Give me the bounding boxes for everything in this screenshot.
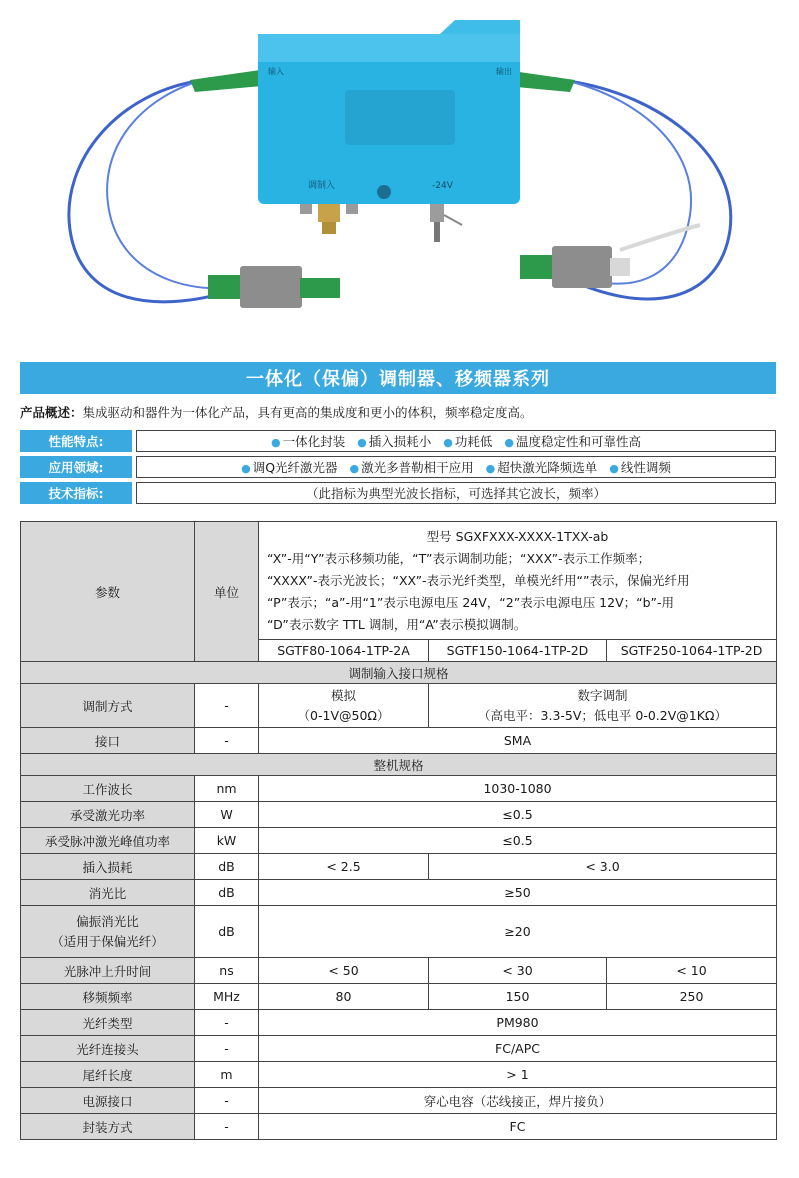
header-param: 参数: [21, 522, 195, 662]
application-item: ● 调Q光纤激光器: [241, 460, 338, 475]
param-value: ≥20: [259, 906, 777, 958]
param-unit: -: [195, 1114, 259, 1140]
tech-label: 技术指标:: [20, 482, 132, 504]
bullet-icon: ●: [609, 462, 619, 475]
tech-row: [20, 482, 776, 504]
param-name: 调制方式: [21, 684, 195, 728]
photo-label-out: 输出: [496, 67, 512, 76]
param-unit: nm: [195, 776, 259, 802]
bullet-icon: ●: [443, 436, 453, 449]
product-photo: [0, 0, 799, 355]
photo-label-mod: 调制入: [308, 181, 336, 191]
application-item: ● 超快激光降频选单: [485, 460, 598, 475]
param-unit: -: [195, 1010, 259, 1036]
param-value: < 30: [429, 958, 607, 984]
param-value: 80: [259, 984, 429, 1010]
model-desc-line: “XXXX”-表示光波长；“XX”-表示光纤类型，单模光纤用“”表示，保偏光纤用: [267, 572, 690, 588]
bullet-icon: ●: [357, 436, 367, 449]
applications-label: 应用领域:: [20, 456, 132, 478]
param-name: 插入损耗: [21, 854, 195, 880]
param-value: PM980: [259, 1010, 777, 1036]
param-value: FC/APC: [259, 1036, 777, 1062]
param-value: ≥50: [259, 880, 777, 906]
mod-analog: 模拟 （0-1V@50Ω）: [259, 684, 429, 728]
model-desc-line: “X”-用“Y”表示移频功能，“T”表示调制功能；“XXX”-表示工作频率；: [267, 550, 651, 566]
param-value: ≤0.5: [259, 828, 777, 854]
spec-table: [20, 521, 777, 1140]
param-name: 偏振消光比 （适用于保偏光纤）: [21, 906, 195, 958]
param-name: 光纤类型: [21, 1010, 195, 1036]
model-name: SGTF80-1064-1TP-2A: [259, 640, 429, 662]
model-name: SGTF150-1064-1TP-2D: [429, 640, 607, 662]
param-unit: m: [195, 1062, 259, 1088]
param-value: < 10: [607, 958, 777, 984]
param-name: 封装方式: [21, 1114, 195, 1140]
series-title: 一体化（保偏）调制器、移频器系列: [246, 369, 550, 390]
overview-label: 产品概述：: [20, 405, 83, 420]
param-unit: kW: [195, 828, 259, 854]
param-value: < 2.5: [259, 854, 429, 880]
param-name: 消光比: [21, 880, 195, 906]
param-value: SMA: [259, 728, 777, 754]
product-overview: [20, 404, 780, 422]
bullet-icon: ●: [271, 436, 281, 449]
bullet-icon: ●: [504, 436, 514, 449]
bullet-icon: ●: [241, 462, 251, 475]
param-value: < 50: [259, 958, 429, 984]
features-row: [20, 430, 776, 452]
section-modulation-input: 调制输入接口规格: [21, 662, 777, 684]
param-unit: W: [195, 802, 259, 828]
param-unit: -: [195, 728, 259, 754]
bullet-icon: ●: [349, 462, 360, 475]
param-value: ≤0.5: [259, 802, 777, 828]
photo-label-in: 输入: [268, 67, 284, 76]
model-title: 型号 SGXFXXX-XXXX-1TXX-ab: [426, 528, 609, 544]
overview-text: 集成驱动和器件为一体化产品，具有更高的集成度和更小的体积，频率稳定度高。: [82, 405, 533, 420]
features-label: 性能特点:: [20, 430, 132, 452]
model-description: [259, 522, 777, 640]
photo-label-power: -24V: [432, 181, 453, 191]
param-name: 承受脉冲激光峰值功率: [21, 828, 195, 854]
features-values: [136, 430, 776, 452]
param-name: 移频频率: [21, 984, 195, 1010]
header-unit: 单位: [195, 522, 259, 662]
model-desc-line: “D”表示数字 TTL 调制，用“A”表示模拟调制。: [267, 616, 527, 632]
mod-digital: 数字调制 （高电平：3.3-5V；低电平 0-0.2V@1KΩ）: [429, 684, 777, 728]
param-name: 工作波长: [21, 776, 195, 802]
param-value: > 1: [259, 1062, 777, 1088]
model-desc-line: “P”表示；“a”-用“1”表示电源电压 24V，“2”表示电源电压 12V；“b”-用: [267, 594, 675, 610]
application-item: ● 激光多普勒相干应用: [349, 460, 474, 475]
feature-item: ● 插入损耗小: [357, 434, 432, 449]
param-value: 250: [607, 984, 777, 1010]
feature-item: ● 功耗低: [443, 434, 493, 449]
param-name: 承受激光功率: [21, 802, 195, 828]
param-unit: dB: [195, 880, 259, 906]
param-name: 光纤连接头: [21, 1036, 195, 1062]
feature-item: ● 一体化封装: [271, 434, 346, 449]
param-name: 光脉冲上升时间: [21, 958, 195, 984]
applications-row: [20, 456, 776, 478]
param-name: 电源接口: [21, 1088, 195, 1114]
bullet-icon: ●: [485, 462, 496, 475]
param-name: 接口: [21, 728, 195, 754]
tech-note: （此指标为典型光波长指标，可选择其它波长，频率）: [136, 482, 776, 504]
param-value: < 3.0: [429, 854, 777, 880]
param-unit: -: [195, 1036, 259, 1062]
param-unit: -: [195, 1088, 259, 1114]
param-unit: dB: [195, 906, 259, 958]
param-value: 穿心电容（芯线接正，焊片接负）: [259, 1088, 777, 1114]
series-title-banner: [20, 362, 776, 394]
param-value: 150: [429, 984, 607, 1010]
param-unit: MHz: [195, 984, 259, 1010]
application-item: ● 线性调频: [609, 460, 671, 475]
applications-values: [136, 456, 776, 478]
param-value: FC: [259, 1114, 777, 1140]
param-unit: ns: [195, 958, 259, 984]
section-machine-spec: 整机规格: [21, 754, 777, 776]
param-name: 尾纤长度: [21, 1062, 195, 1088]
param-value: 1030-1080: [259, 776, 777, 802]
model-name: SGTF250-1064-1TP-2D: [607, 640, 777, 662]
feature-item: ● 温度稳定性和可靠性高: [504, 434, 641, 449]
param-unit: dB: [195, 854, 259, 880]
param-unit: -: [195, 684, 259, 728]
